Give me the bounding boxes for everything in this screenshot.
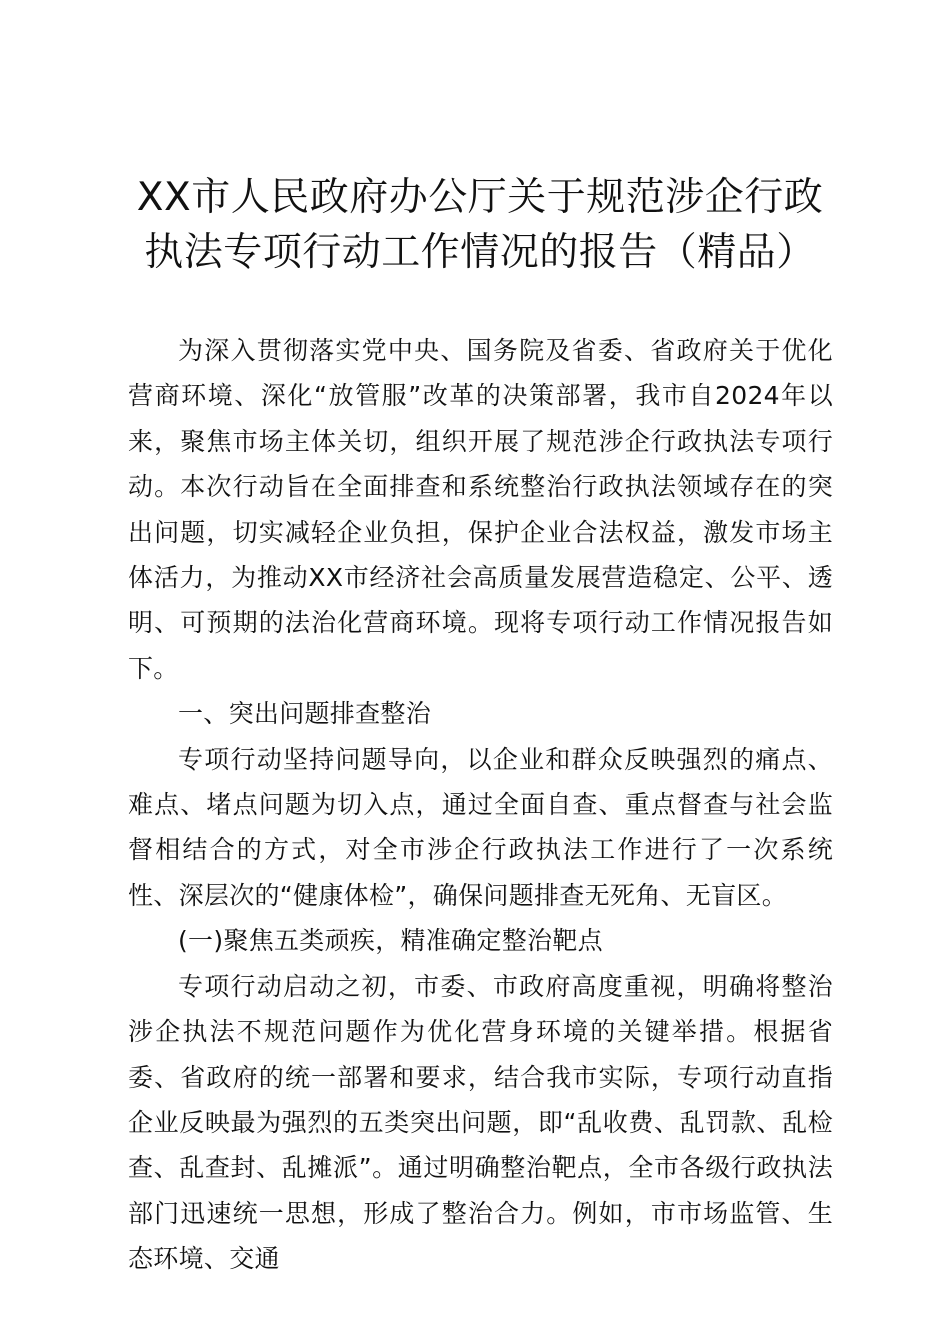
subsection-1-paragraph: 专项行动启动之初，市委、市政府高度重视，明确将整治涉企执法不规范问题作为优化营身环境的关键举措。根据省委、省政府的统一部署和要求，结合我市实际，专项行动直指企业反映最为强烈的五类突出问题，即“乱收费、乱罚款、乱检查、乱查封、乱摊派”。通过明确整治靶点，全市各级行政执法部门迅速统一思想，形成了整治合力。例如，市市场监管、生态环境、交通: [128, 971, 833, 1274]
document-body: [128, 328, 833, 1282]
document-title: XX市人民政府办公厅关于规范涉企行政执法专项行动工作情况的报告（精品）: [136, 175, 824, 275]
subsection-heading-1: (一)聚焦五类顽疾，精准确定整治靶点: [178, 926, 603, 956]
section-heading-1: 一、突出问题排查整治: [178, 699, 432, 729]
intro-paragraph: 为深入贯彻落实党中央、国务院及省委、省政府关于优化营商环境、深化“放管服”改革的决策部署，我市自2024年以来，聚焦市场主体关切，组织开展了规范涉企行政执法专项行动。本次行动旨在全面排查和系统整治行政执法领域存在的突出问题，切实减轻企业负担，保护企业合法权益，激发市场主体活力，为推动XX市经济社会高质量发展营造稳定、公平、透明、可预期的法治化营商环境。现将专项行动工作情况报告如下。: [128, 336, 833, 683]
section-1-paragraph: 专项行动坚持问题导向，以企业和群众反映强烈的痛点、难点、堵点问题为切入点，通过全面自查、重点督查与社会监督相结合的方式，对全市涉企行政执法工作进行了一次系统性、深层次的“健康体检”，确保问题排查无死角、无盲区。: [128, 744, 833, 910]
